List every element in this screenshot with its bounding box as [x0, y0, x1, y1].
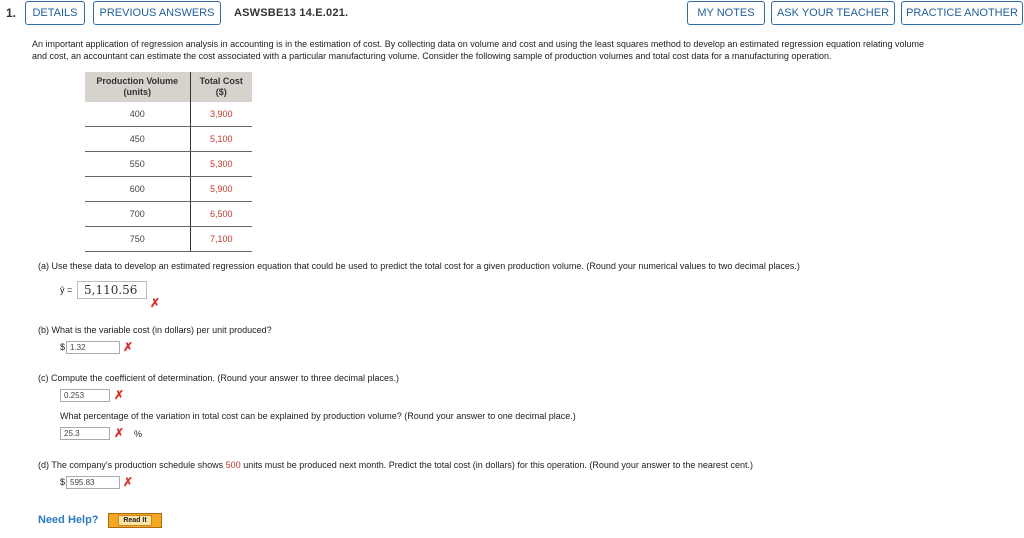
volume-cell: 450: [85, 127, 190, 152]
cost-cell: 6,500: [190, 202, 252, 227]
incorrect-x-icon: ✗: [150, 296, 161, 310]
table-row: [85, 202, 252, 227]
column-header-cost-line1: Total Cost: [199, 76, 243, 86]
yhat-label: ŷ =: [60, 285, 73, 295]
part-a-prompt: (a) Use these data to develop an estimated regression equation that could be used to predict the total cost for a given production volume. (Round your numerical values to two decimal places.): [38, 261, 800, 271]
part-d-answer-field[interactable]: 595.83: [66, 476, 120, 489]
part-d-text-before: (d) The company's production schedule shows: [38, 460, 226, 470]
volume-cell: 400: [85, 102, 190, 127]
read-it-label: Read It: [118, 515, 151, 526]
table-row: [85, 127, 252, 152]
column-header-volume-line1: Production Volume: [96, 76, 179, 86]
part-c-percent-field[interactable]: 25.3: [60, 427, 110, 440]
question-id: ASWSBE13 14.E.021.: [234, 7, 349, 19]
part-b-answer-field[interactable]: 1.32: [66, 341, 120, 354]
column-header-cost-line2: ($): [215, 87, 227, 97]
cost-cell: 3,900: [190, 102, 252, 127]
practice-another-button[interactable]: PRACTICE ANOTHER: [901, 1, 1023, 25]
intro-line-2: and cost, an accountant can estimate the cost associated with a particular manufacturing volume. Consider the following sample of production volumes and total cost data for a manufacturing operation.: [32, 51, 832, 61]
table-row: [85, 102, 252, 127]
question-intro: [32, 38, 1022, 62]
cost-cell: 5,100: [190, 127, 252, 152]
table-row: [85, 152, 252, 177]
cost-cell: 5,900: [190, 177, 252, 202]
incorrect-x-icon: ✗: [123, 475, 134, 489]
read-it-button[interactable]: [108, 513, 162, 528]
data-table: [85, 72, 252, 252]
volume-cell: 550: [85, 152, 190, 177]
question-header: [0, 0, 1024, 28]
part-a-answer: 5,110.56: [84, 283, 138, 297]
question-number: 1.: [6, 6, 17, 20]
column-header-volume-line2: (units): [123, 87, 151, 97]
table-row: [85, 227, 252, 252]
previous-answers-button[interactable]: PREVIOUS ANSWERS: [93, 1, 221, 25]
percent-sign: %: [134, 429, 143, 439]
my-notes-button[interactable]: MY NOTES: [687, 1, 765, 25]
volume-cell: 750: [85, 227, 190, 252]
table-row: [85, 177, 252, 202]
incorrect-x-icon: ✗: [123, 340, 134, 354]
cost-cell: 7,100: [190, 227, 252, 252]
part-c-prompt: (c) Compute the coefficient of determination. (Round your answer to three decimal places.): [38, 373, 400, 383]
volume-cell: 700: [85, 202, 190, 227]
intro-line-1: An important application of regression analysis in accounting is in the estimation of cost. By collecting data on volume and cost and using the least squares method to develop an estimated regression equation relating volume: [32, 39, 925, 49]
currency-symbol: $: [60, 342, 66, 352]
incorrect-x-icon: ✗: [114, 388, 125, 402]
part-a-answer-field[interactable]: [77, 281, 147, 299]
part-d-prompt: [38, 460, 753, 470]
part-b-prompt: (b) What is the variable cost (in dollars) per unit produced?: [38, 325, 272, 335]
volume-cell: 600: [85, 177, 190, 202]
need-help-label: Need Help?: [38, 514, 99, 526]
ask-teacher-button[interactable]: ASK YOUR TEACHER: [771, 1, 895, 25]
part-c-prompt-2: What percentage of the variation in total cost can be explained by production volume? (Round your answer to one decimal place.): [60, 411, 576, 421]
column-header-volume: [85, 72, 190, 102]
part-c-answer-field[interactable]: 0.253: [60, 389, 110, 402]
column-header-cost: [190, 72, 252, 102]
cost-cell: 5,300: [190, 152, 252, 177]
details-button[interactable]: DETAILS: [25, 1, 85, 25]
production-units-highlight: 500: [225, 460, 241, 470]
incorrect-x-icon: ✗: [114, 426, 125, 440]
part-d-text-after: units must be produced next month. Predict the total cost (in dollars) for this operation. (Round your answer to the nearest cent.): [240, 460, 753, 470]
currency-symbol: $: [60, 477, 66, 487]
